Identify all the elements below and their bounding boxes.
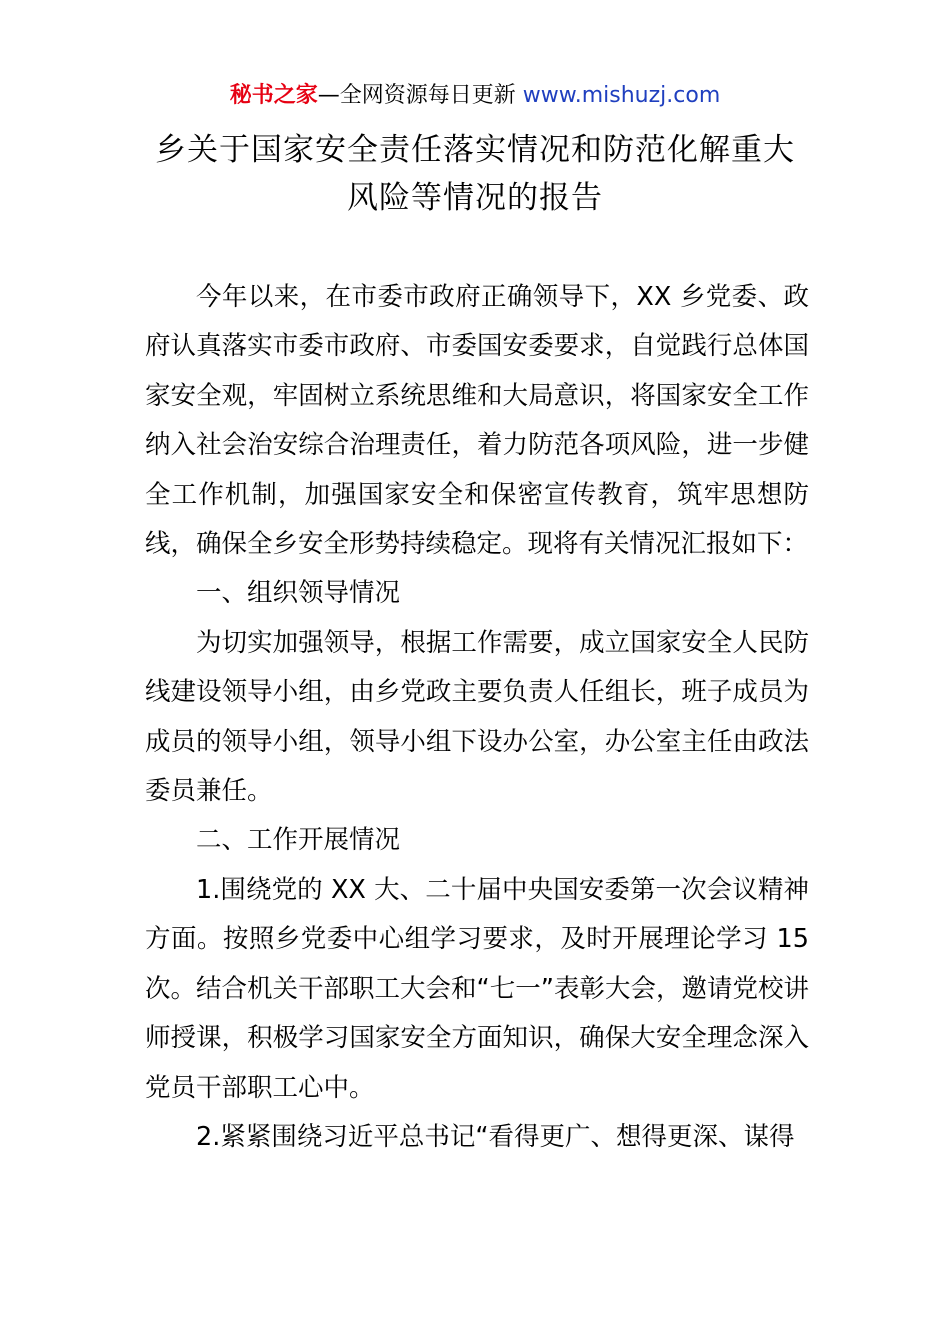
paragraph-item-2: 2.紧紧围绕习近平总书记“看得更广、想得更深、谋得 bbox=[196, 1121, 795, 1152]
title-line-1: 乡关于国家安全责任落实情况和防范化解重大 bbox=[155, 132, 795, 168]
site-header bbox=[0, 80, 950, 112]
brand-name: 秘书之家 bbox=[229, 83, 318, 108]
section-heading-2: 二、工作开展情况 bbox=[196, 825, 401, 856]
website-link[interactable]: www.mishuzj.com bbox=[522, 83, 721, 108]
section-heading-1: 一、组织领导情况 bbox=[196, 578, 401, 609]
document-title bbox=[0, 126, 950, 222]
title-line-2: 风险等情况的报告 bbox=[347, 180, 603, 216]
paragraph-item-1: 1.围绕党的 XX 大、二十届中央国安委第一次会议精神方面。按照乡党委中心组学习要求，及时开展理论学习 15 次。结合机关干部职工大会和“七一”表彰大会，邀请党校讲师授课，积极学习国家安全方面知识，确保大安全理念深入党员干部职工心中。 bbox=[145, 874, 809, 1103]
document-body bbox=[145, 273, 809, 1162]
paragraph-organization: 为切实加强领导，根据工作需要，成立国家安全人民防线建设领导小组，由乡党政主要负责人任组长，班子成员为成员的领导小组，领导小组下设办公室，办公室主任由政法委员兼任。 bbox=[145, 627, 809, 807]
intro-paragraph: 今年以来，在市委市政府正确领导下，XX 乡党委、政府认真落实市委市政府、市委国安委要求，自觉践行总体国家安全观，牢固树立系统思维和大局意识，将国家安全工作纳入社会治安综合治理责任，着力防范各项风险，进一步健全工作机制，加强国家安全和保密宣传教育，筑牢思想防线，确保全乡安全形势持续稳定。现将有关情况汇报如下： bbox=[145, 282, 809, 560]
header-slogan: —全网资源每日更新 bbox=[317, 83, 523, 108]
